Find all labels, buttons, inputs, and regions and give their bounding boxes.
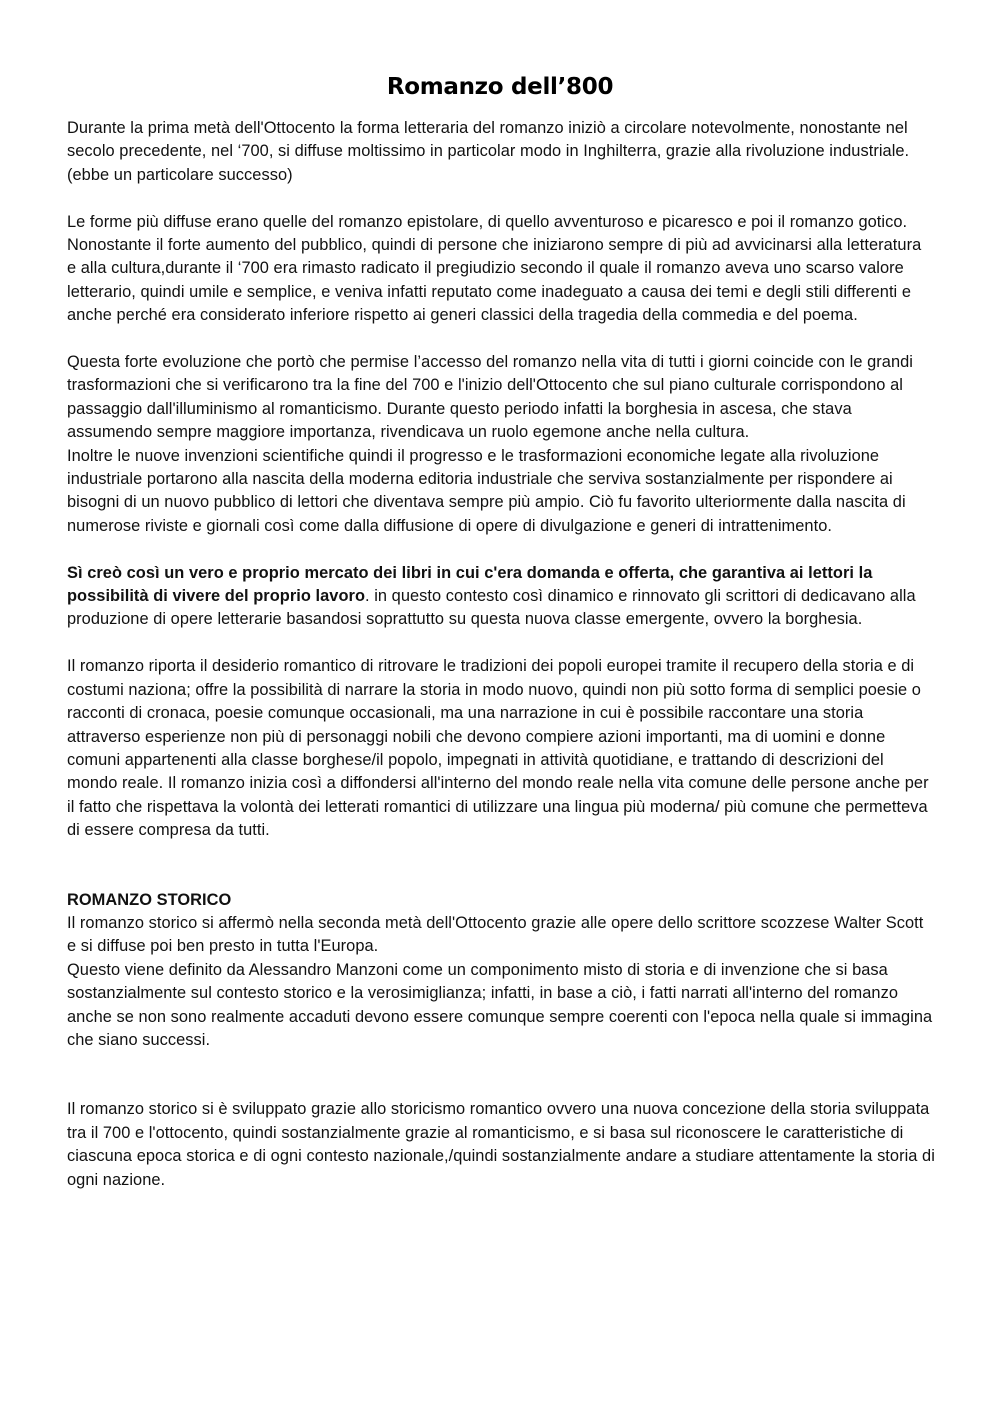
paragraph-market-bold: Sì creò così un vero e proprio mercato dei libri in cui c'era domanda e offerta, che garantiva ai lettori la possibilità di vivere del proprio lavoro xyxy=(67,563,873,606)
paragraph-market-rest: . in questo contesto così dinamico e rinnovato gli scrittori di dedicavano alla produzione di opere letterarie basandosi soprattutto su questa nuova classe emergente, ovvero la borghesia. xyxy=(67,587,916,629)
document-title: Romanzo dell’800 xyxy=(386,74,614,100)
section-spacer xyxy=(67,1052,935,1098)
paragraph-forms: Le forme più diffuse erano quelle del romanzo epistolare, di quello avventuroso e picaresco e poi il romanzo gotico. xyxy=(67,212,908,231)
paragraph-spacer xyxy=(67,632,935,655)
section-spacer xyxy=(67,843,935,889)
paragraph-historicism: Il romanzo storico si è sviluppato grazie allo storicismo romantico ovvero una nuova concezione della storia sviluppata tra il 700 e l'ottocento, quindi sostanzialmente grazie al romanticismo, e si basa sul riconoscere le caratteristiche di ciascuna epoca storica e di ogni contesto nazionale,/quindi sostanzialmente andare a studiare attentamente la storia di ogni nazione. xyxy=(67,1100,935,1189)
paragraph-spacer xyxy=(67,328,935,351)
paragraph-prejudice: Nonostante il forte aumento del pubblico, quindi di persone che iniziarono sempre di più ad avvicinarsi alla letteratura e alla cultura,durante il ‘700 era rimasto radicato il pregiudizio secondo il quale il romanzo aveva uno scarso valore letterario, quindi umile e semplice, e veniva infatti reputato come inadeguato a causa dei temi e degli stili differenti e anche perché era considerato inferiore rispetto ai generi classici della tragedia della commedia e del poema. xyxy=(67,236,922,325)
paragraph-romantic-desire: Il romanzo riporta il desiderio romantico di ritrovare le tradizioni dei popoli europei tramite il recupero della storia e di costumi naziona; offre la possibilità di narrare la storia in modo nuovo, quindi non più sotto forma di semplici poesie o racconti di cronaca, poesie comunque occasionali, ma una narrazione in cui è possibile raccontare una storia attraverso esperienze non più di personaggi nobili che devono compiere azioni importanti, ma di uomini e donne comuni appartenenti alla classe borghese/il popolo, impegnati in attività quotidiane, e trattando di descrizioni del mondo reale. Il romanzo inizia così a diffondersi all'interno del mondo reale nella vita comune delle persone anche per il fatto che rispettava la volontà dei letterati romantici di utilizzare una lingua più moderna/ più comune che permetteva di essere compresa da tutti. xyxy=(67,657,929,840)
section-heading: ROMANZO STORICO xyxy=(67,890,232,909)
document-body xyxy=(67,117,935,1192)
paragraph-market xyxy=(67,562,935,632)
paragraph-intro: Durante la prima metà dell'Ottocento la forma letteraria del romanzo iniziò a circolare notevolmente, nonostante nel secolo precedente, nel ‘700, si diffuse moltissimo in particolar modo in Inghilterra, grazie alla rivoluzione industriale. (ebbe un particolare successo) xyxy=(67,119,910,184)
paragraph-inventions: Inoltre le nuove invenzioni scientifiche quindi il progresso e le trasformazioni economiche legate alla rivoluzione industriale portarono alla nascita della moderna editoria industriale che serviva sostanzialmente per rispondere ai bisogni di un nuovo pubblico di lettori che diventava sempre più ampio. Ciò fu favorito ulteriormente dalla nascita di numerose riviste e giornali così come dalla diffusione di opere di divulgazione e generi di intrattenimento. xyxy=(67,446,906,535)
paragraph-spacer xyxy=(67,187,935,210)
paragraph-manzoni: Questo viene definito da Alessandro Manzoni come un componimento misto di storia e di invenzione che si basa sostanzialmente sul contesto storico e la verosimiglianza; infatti, in base a ciò, i fatti narrati all'interno del romanzo anche se non sono realmente accaduti devono essere comunque sempre coerenti con l'epoca nella quale si immagina che siano successi. xyxy=(67,960,933,1049)
paragraph-spacer xyxy=(67,538,935,561)
paragraph-historical-novel: Il romanzo storico si affermò nella seconda metà dell'Ottocento grazie alle opere dello scrittore scozzese Walter Scott e si diffuse poi ben presto in tutta l'Europa. xyxy=(67,913,924,956)
paragraph-evolution: Questa forte evoluzione che portò che permise l’accesso del romanzo nella vita di tutti i giorni coincide con le grandi trasformazioni che si verificarono tra la fine del 700 e l'inizio dell'Ottocento che sul piano culturale corrispondono al passaggio dall'illuminismo al romanticismo. Durante questo periodo infatti la borghesia in ascesa, che stava assumendo sempre maggiore importanza, rivendicava un ruolo egemone anche nella cultura. xyxy=(67,353,913,442)
